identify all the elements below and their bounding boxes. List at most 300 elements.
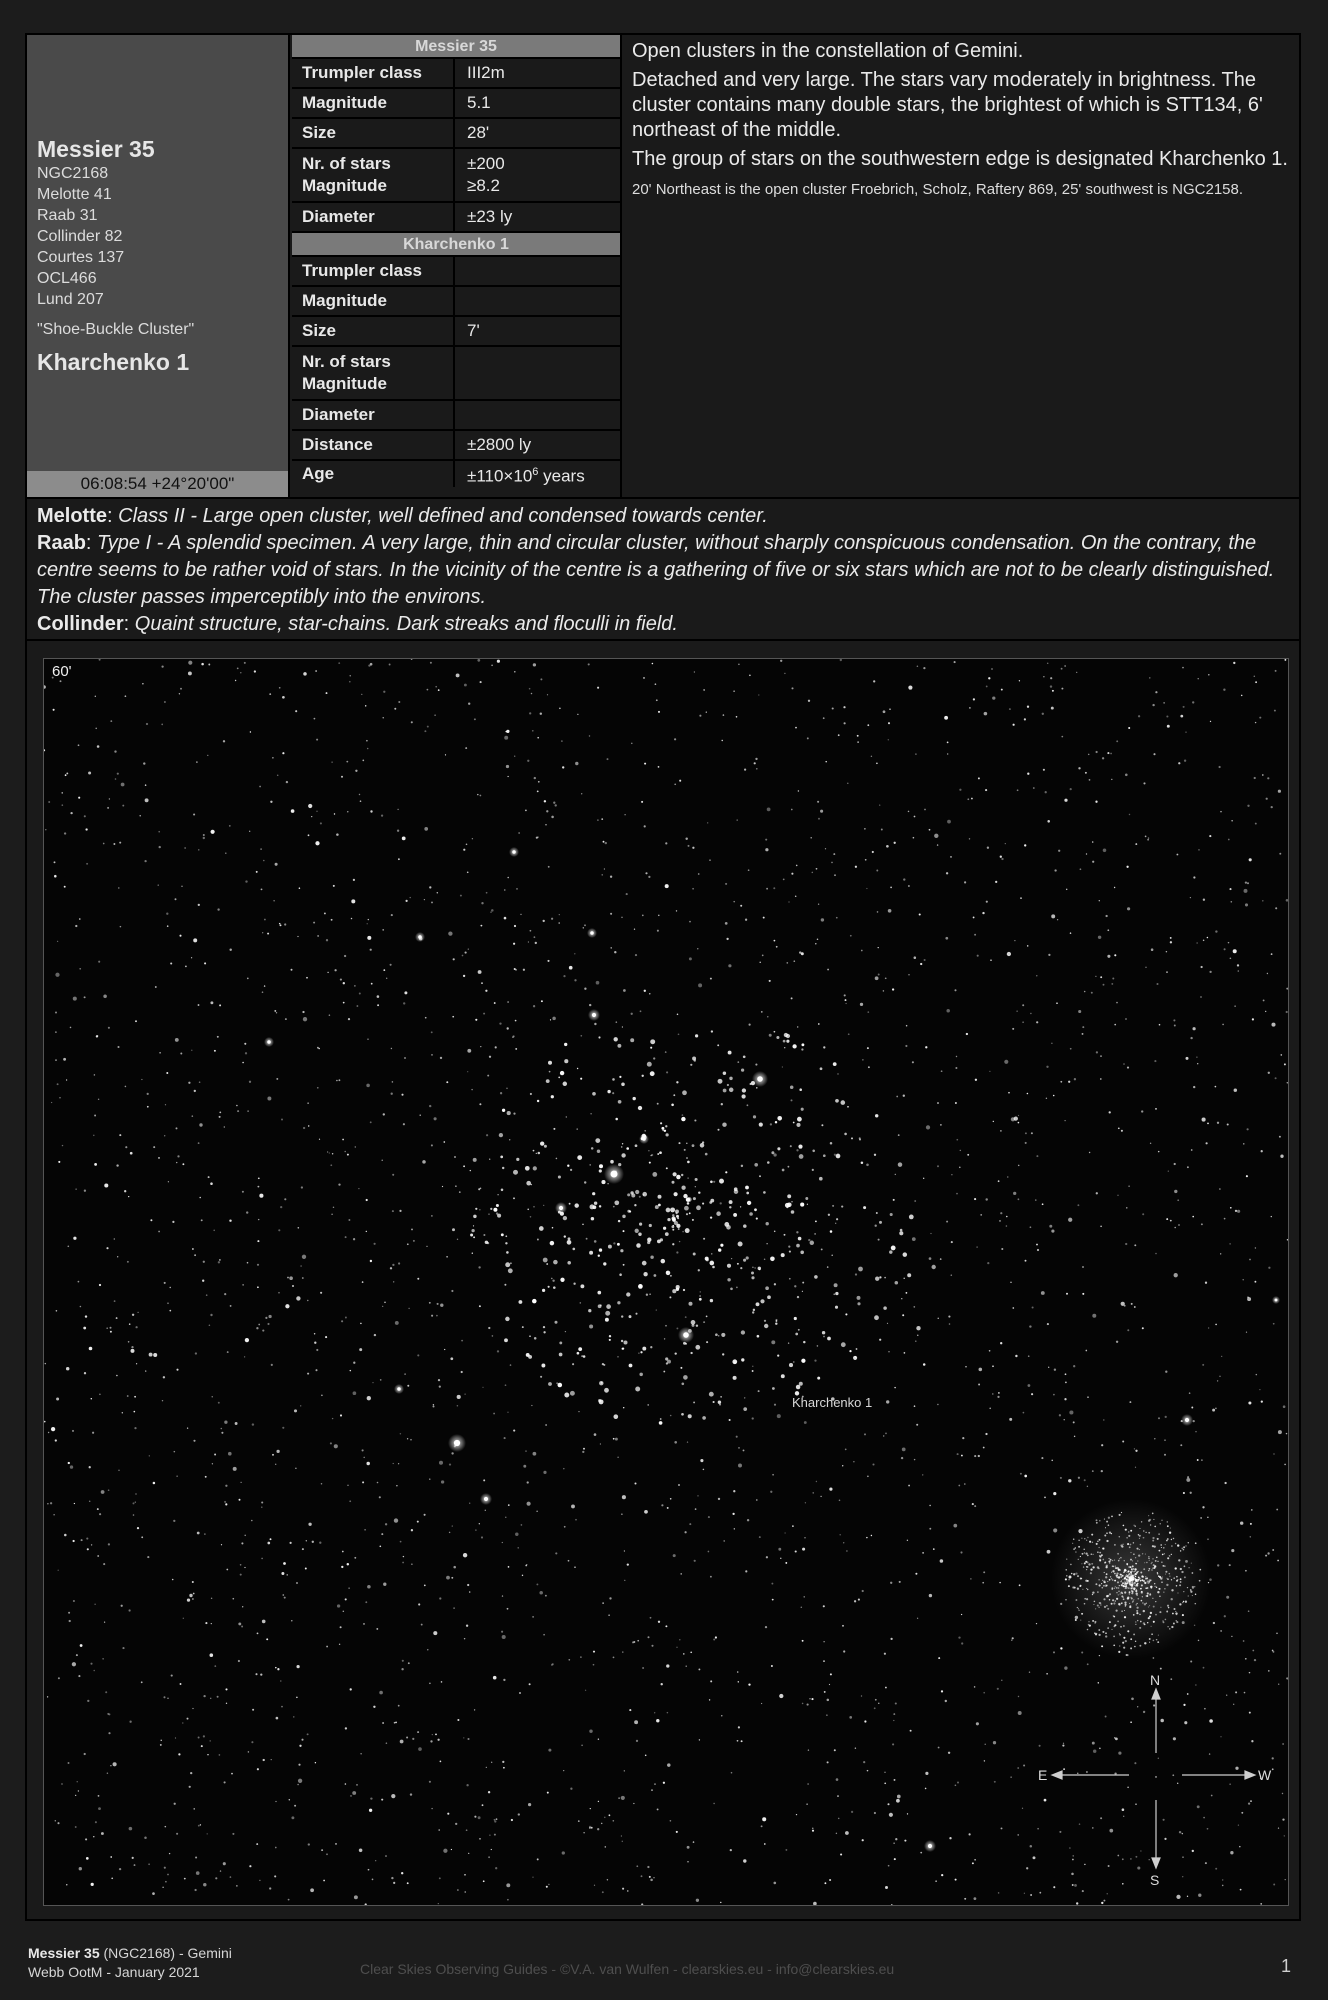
star [792, 1525, 794, 1527]
star [1184, 1565, 1186, 1567]
star [132, 1857, 134, 1859]
star [597, 687, 599, 689]
star [449, 1532, 451, 1534]
star [1084, 1552, 1085, 1553]
star [242, 1062, 244, 1064]
star [808, 700, 810, 702]
star [70, 1465, 73, 1468]
star [165, 1881, 167, 1883]
star [355, 1146, 356, 1147]
star [514, 925, 516, 927]
star [55, 1439, 57, 1441]
star [1033, 1856, 1036, 1859]
star [62, 804, 64, 806]
star [812, 1830, 814, 1832]
star [885, 1433, 887, 1435]
star [457, 1239, 458, 1240]
star [306, 977, 308, 979]
star [1018, 1165, 1020, 1167]
star [1064, 1419, 1065, 1420]
star [762, 955, 764, 957]
star [1235, 1691, 1237, 1693]
star [79, 968, 81, 970]
star [1129, 1606, 1131, 1608]
star [718, 1079, 723, 1084]
star [785, 1562, 787, 1564]
star [359, 1348, 362, 1351]
star [463, 849, 465, 851]
star [1209, 1753, 1210, 1754]
star [887, 1803, 889, 1805]
star [621, 1796, 625, 1800]
star [530, 930, 532, 932]
star [842, 1465, 843, 1466]
star [1170, 1678, 1172, 1680]
star [1176, 1621, 1178, 1623]
star [287, 1277, 289, 1279]
star [1109, 1829, 1113, 1833]
star [1200, 966, 1202, 968]
star [762, 1817, 766, 1821]
star [1125, 774, 1128, 777]
star [578, 1820, 580, 1822]
star [663, 1371, 665, 1373]
star [696, 1205, 701, 1210]
star [1024, 1893, 1025, 1894]
star [718, 1335, 720, 1337]
star [205, 1476, 207, 1478]
star [203, 1695, 205, 1697]
star [460, 895, 462, 897]
star [1147, 1592, 1149, 1594]
star [855, 1356, 857, 1358]
star [58, 1570, 59, 1571]
star [364, 1529, 366, 1531]
star [1231, 901, 1233, 903]
star [1099, 1552, 1101, 1554]
star [670, 1275, 672, 1277]
star [1262, 774, 1264, 776]
star [876, 1212, 878, 1214]
star [152, 1892, 155, 1895]
star [1267, 777, 1269, 779]
star [1096, 751, 1098, 753]
star [1131, 1581, 1133, 1583]
star [1249, 1712, 1251, 1714]
star [1127, 1630, 1129, 1632]
star [493, 1208, 497, 1212]
star [1133, 1633, 1135, 1635]
star [1176, 1895, 1180, 1899]
star [818, 904, 819, 905]
star [506, 1088, 508, 1090]
star [785, 1849, 787, 1851]
star [1000, 1130, 1002, 1132]
star [1109, 1563, 1110, 1564]
star [172, 1221, 174, 1223]
star [84, 1190, 86, 1192]
star [190, 1772, 192, 1774]
star [1161, 1581, 1163, 1583]
star [602, 1891, 604, 1893]
star [53, 709, 55, 711]
star [598, 1255, 600, 1257]
star [600, 1304, 602, 1306]
star [1086, 1569, 1087, 1570]
star [1139, 1614, 1141, 1616]
star [883, 990, 885, 992]
star [1238, 1824, 1239, 1825]
star [68, 1462, 70, 1464]
star [311, 816, 312, 817]
star [86, 863, 88, 865]
star [881, 829, 883, 831]
star [671, 1225, 674, 1228]
star [308, 1843, 310, 1845]
star [1097, 1604, 1099, 1606]
star [400, 1433, 401, 1434]
star [563, 1770, 564, 1771]
star [1106, 1540, 1108, 1542]
star [886, 1400, 889, 1403]
star [1219, 766, 1221, 768]
star [289, 1276, 293, 1280]
star [795, 1333, 798, 1336]
star [393, 1281, 394, 1282]
star [1154, 1583, 1155, 1584]
star [650, 1617, 652, 1619]
star [908, 1485, 910, 1487]
star [1108, 1558, 1109, 1559]
star [1041, 1291, 1045, 1295]
footer-subtitle: (NGC2168) - Gemini [99, 1945, 232, 1961]
star [1273, 1651, 1275, 1653]
star [1113, 1636, 1115, 1638]
star [446, 1081, 448, 1083]
star [614, 1200, 619, 1205]
star [1077, 1607, 1078, 1608]
star [1051, 914, 1055, 918]
star [1169, 1573, 1171, 1575]
star [941, 1690, 943, 1692]
star [561, 740, 562, 741]
star [459, 1191, 461, 1193]
star [1046, 1098, 1047, 1099]
star [738, 1447, 740, 1449]
star [633, 1097, 636, 1100]
star [320, 1292, 322, 1294]
star [439, 1877, 441, 1879]
star [1134, 1244, 1136, 1246]
star [461, 1340, 463, 1342]
star [914, 1459, 915, 1460]
star [483, 1234, 485, 1236]
star [745, 919, 747, 921]
star [174, 1803, 176, 1805]
star [1252, 1650, 1254, 1652]
star [1156, 1639, 1158, 1641]
star [125, 1086, 127, 1088]
star [1185, 731, 1186, 732]
star [1245, 903, 1248, 906]
table-header-m35: Messier 35 [292, 35, 620, 59]
star [291, 969, 293, 971]
star [477, 659, 480, 662]
star [689, 921, 691, 923]
star [503, 1679, 505, 1681]
star [596, 981, 600, 985]
star [1224, 1482, 1226, 1484]
star [1275, 1299, 1278, 1302]
star [634, 929, 635, 930]
star [1063, 1743, 1064, 1744]
star [659, 1151, 662, 1154]
star [1096, 1051, 1098, 1053]
star [642, 915, 644, 917]
star [1087, 1486, 1088, 1487]
star [938, 1747, 940, 1749]
star [621, 1153, 625, 1157]
star [800, 1251, 804, 1255]
star [478, 970, 482, 974]
star [795, 896, 797, 898]
star [555, 804, 557, 806]
star [464, 1393, 465, 1394]
star [777, 1147, 780, 1150]
star [391, 1093, 393, 1095]
table-row [292, 461, 620, 487]
star [1112, 1560, 1113, 1561]
star [209, 1325, 211, 1327]
star [452, 1016, 454, 1018]
star [833, 1293, 835, 1295]
star [1064, 1120, 1065, 1121]
star [1060, 1603, 1062, 1605]
star [546, 1263, 548, 1265]
star [583, 1832, 584, 1833]
star [1226, 1596, 1229, 1599]
star [1278, 790, 1281, 793]
star [1001, 689, 1003, 691]
star [323, 1880, 325, 1882]
star [235, 1422, 238, 1425]
star [1171, 1589, 1173, 1591]
star [1102, 1631, 1104, 1633]
star [597, 1291, 601, 1295]
star [258, 1177, 260, 1179]
star [903, 1095, 905, 1097]
star [774, 940, 776, 942]
star [491, 1849, 492, 1850]
star [317, 1047, 319, 1049]
star [858, 1267, 863, 1272]
star [192, 1581, 194, 1583]
star [1157, 1572, 1158, 1573]
star [291, 1620, 292, 1621]
star [259, 1194, 263, 1198]
star [1156, 1557, 1157, 1558]
star [1131, 1592, 1133, 1594]
star [955, 1102, 957, 1104]
star [904, 1352, 906, 1354]
star [599, 1248, 602, 1251]
star [741, 1740, 743, 1742]
star [298, 1779, 302, 1783]
star [1127, 1329, 1129, 1331]
star [1137, 1571, 1138, 1572]
star [765, 848, 768, 851]
star [748, 869, 750, 871]
star [664, 1338, 665, 1339]
star [424, 730, 426, 732]
star [1092, 1827, 1094, 1829]
star [654, 1783, 656, 1785]
star [831, 862, 833, 864]
star [84, 815, 86, 817]
star [551, 1095, 554, 1098]
star [1092, 1591, 1094, 1593]
star [1195, 1542, 1197, 1544]
star [753, 1309, 755, 1311]
star [295, 710, 297, 712]
star [471, 1089, 472, 1090]
star [819, 1177, 823, 1181]
star [1107, 929, 1109, 931]
star [1135, 1467, 1136, 1468]
star [406, 1736, 408, 1738]
star [321, 1849, 323, 1851]
star [1185, 1560, 1188, 1563]
star [756, 1499, 758, 1501]
star [1080, 868, 1082, 870]
star [1226, 1695, 1227, 1696]
star [793, 960, 795, 962]
star [801, 1606, 803, 1608]
star [284, 923, 286, 925]
star [405, 900, 407, 902]
star [1143, 1537, 1145, 1539]
star [1152, 1513, 1154, 1515]
star [1124, 1577, 1126, 1579]
star [475, 1529, 476, 1530]
star [1131, 1590, 1133, 1592]
star [654, 1712, 655, 1713]
star [382, 1160, 383, 1161]
star [749, 1024, 751, 1026]
star [1084, 1864, 1085, 1865]
star [449, 1464, 451, 1466]
star [244, 1535, 245, 1536]
star [782, 1066, 783, 1067]
star [119, 842, 121, 844]
star [662, 1129, 664, 1131]
star [495, 1046, 497, 1048]
star [1075, 1572, 1077, 1574]
star [1234, 1005, 1235, 1006]
star [638, 1106, 642, 1110]
star [709, 859, 710, 860]
kh-age-base: ±110×10 [467, 466, 533, 486]
star [1120, 1626, 1122, 1628]
star [1084, 991, 1086, 993]
star [529, 712, 531, 714]
star [1053, 1394, 1055, 1396]
star [897, 1795, 901, 1799]
star [969, 838, 970, 839]
star [145, 798, 149, 802]
star [438, 1903, 439, 1904]
star [354, 985, 355, 986]
star [1267, 973, 1268, 974]
star [622, 1348, 624, 1350]
star [51, 1102, 52, 1103]
star [1167, 1525, 1169, 1527]
star [236, 1105, 238, 1107]
star [185, 965, 187, 967]
star [467, 1738, 469, 1740]
table-row [292, 257, 620, 287]
star [342, 1551, 344, 1553]
star [367, 1039, 368, 1040]
star [994, 1781, 996, 1783]
star [665, 884, 669, 888]
star [678, 1228, 680, 1230]
star [845, 1449, 847, 1451]
star [1103, 849, 1107, 853]
description-neighbours: 20' Northeast is the open cluster Froebrich, Scholz, Raftery 869, 25' southwest is NGC2158. [632, 181, 1244, 198]
star [84, 1372, 86, 1374]
star [884, 1653, 886, 1655]
star [1122, 1441, 1124, 1443]
star [1109, 1599, 1110, 1600]
star [1120, 1581, 1122, 1583]
star [841, 1342, 846, 1347]
star [1042, 713, 1044, 715]
star [316, 1349, 318, 1351]
star [1095, 801, 1097, 803]
star [479, 1103, 481, 1105]
star [1125, 1529, 1127, 1531]
star [598, 1801, 599, 1802]
star [1132, 1578, 1134, 1580]
star-field-image [43, 658, 1289, 1906]
star [1155, 1253, 1157, 1255]
star [684, 1149, 686, 1151]
star [1250, 1523, 1252, 1525]
star [666, 1167, 668, 1169]
star [920, 1852, 922, 1854]
star [1024, 1475, 1027, 1478]
star [1126, 1207, 1127, 1208]
star [548, 1286, 550, 1288]
star [1077, 1575, 1079, 1577]
star [1010, 1776, 1011, 1777]
star [784, 673, 785, 674]
star [1103, 1598, 1105, 1600]
star [878, 1239, 880, 1241]
star [134, 1396, 136, 1398]
star [362, 760, 364, 762]
star [1220, 1253, 1221, 1254]
star [393, 1463, 394, 1464]
star [1129, 1575, 1131, 1577]
table-row [292, 59, 620, 89]
star [1122, 1642, 1124, 1644]
star [1091, 992, 1093, 994]
star [528, 1355, 532, 1359]
star [504, 917, 507, 920]
star [641, 1875, 643, 1877]
